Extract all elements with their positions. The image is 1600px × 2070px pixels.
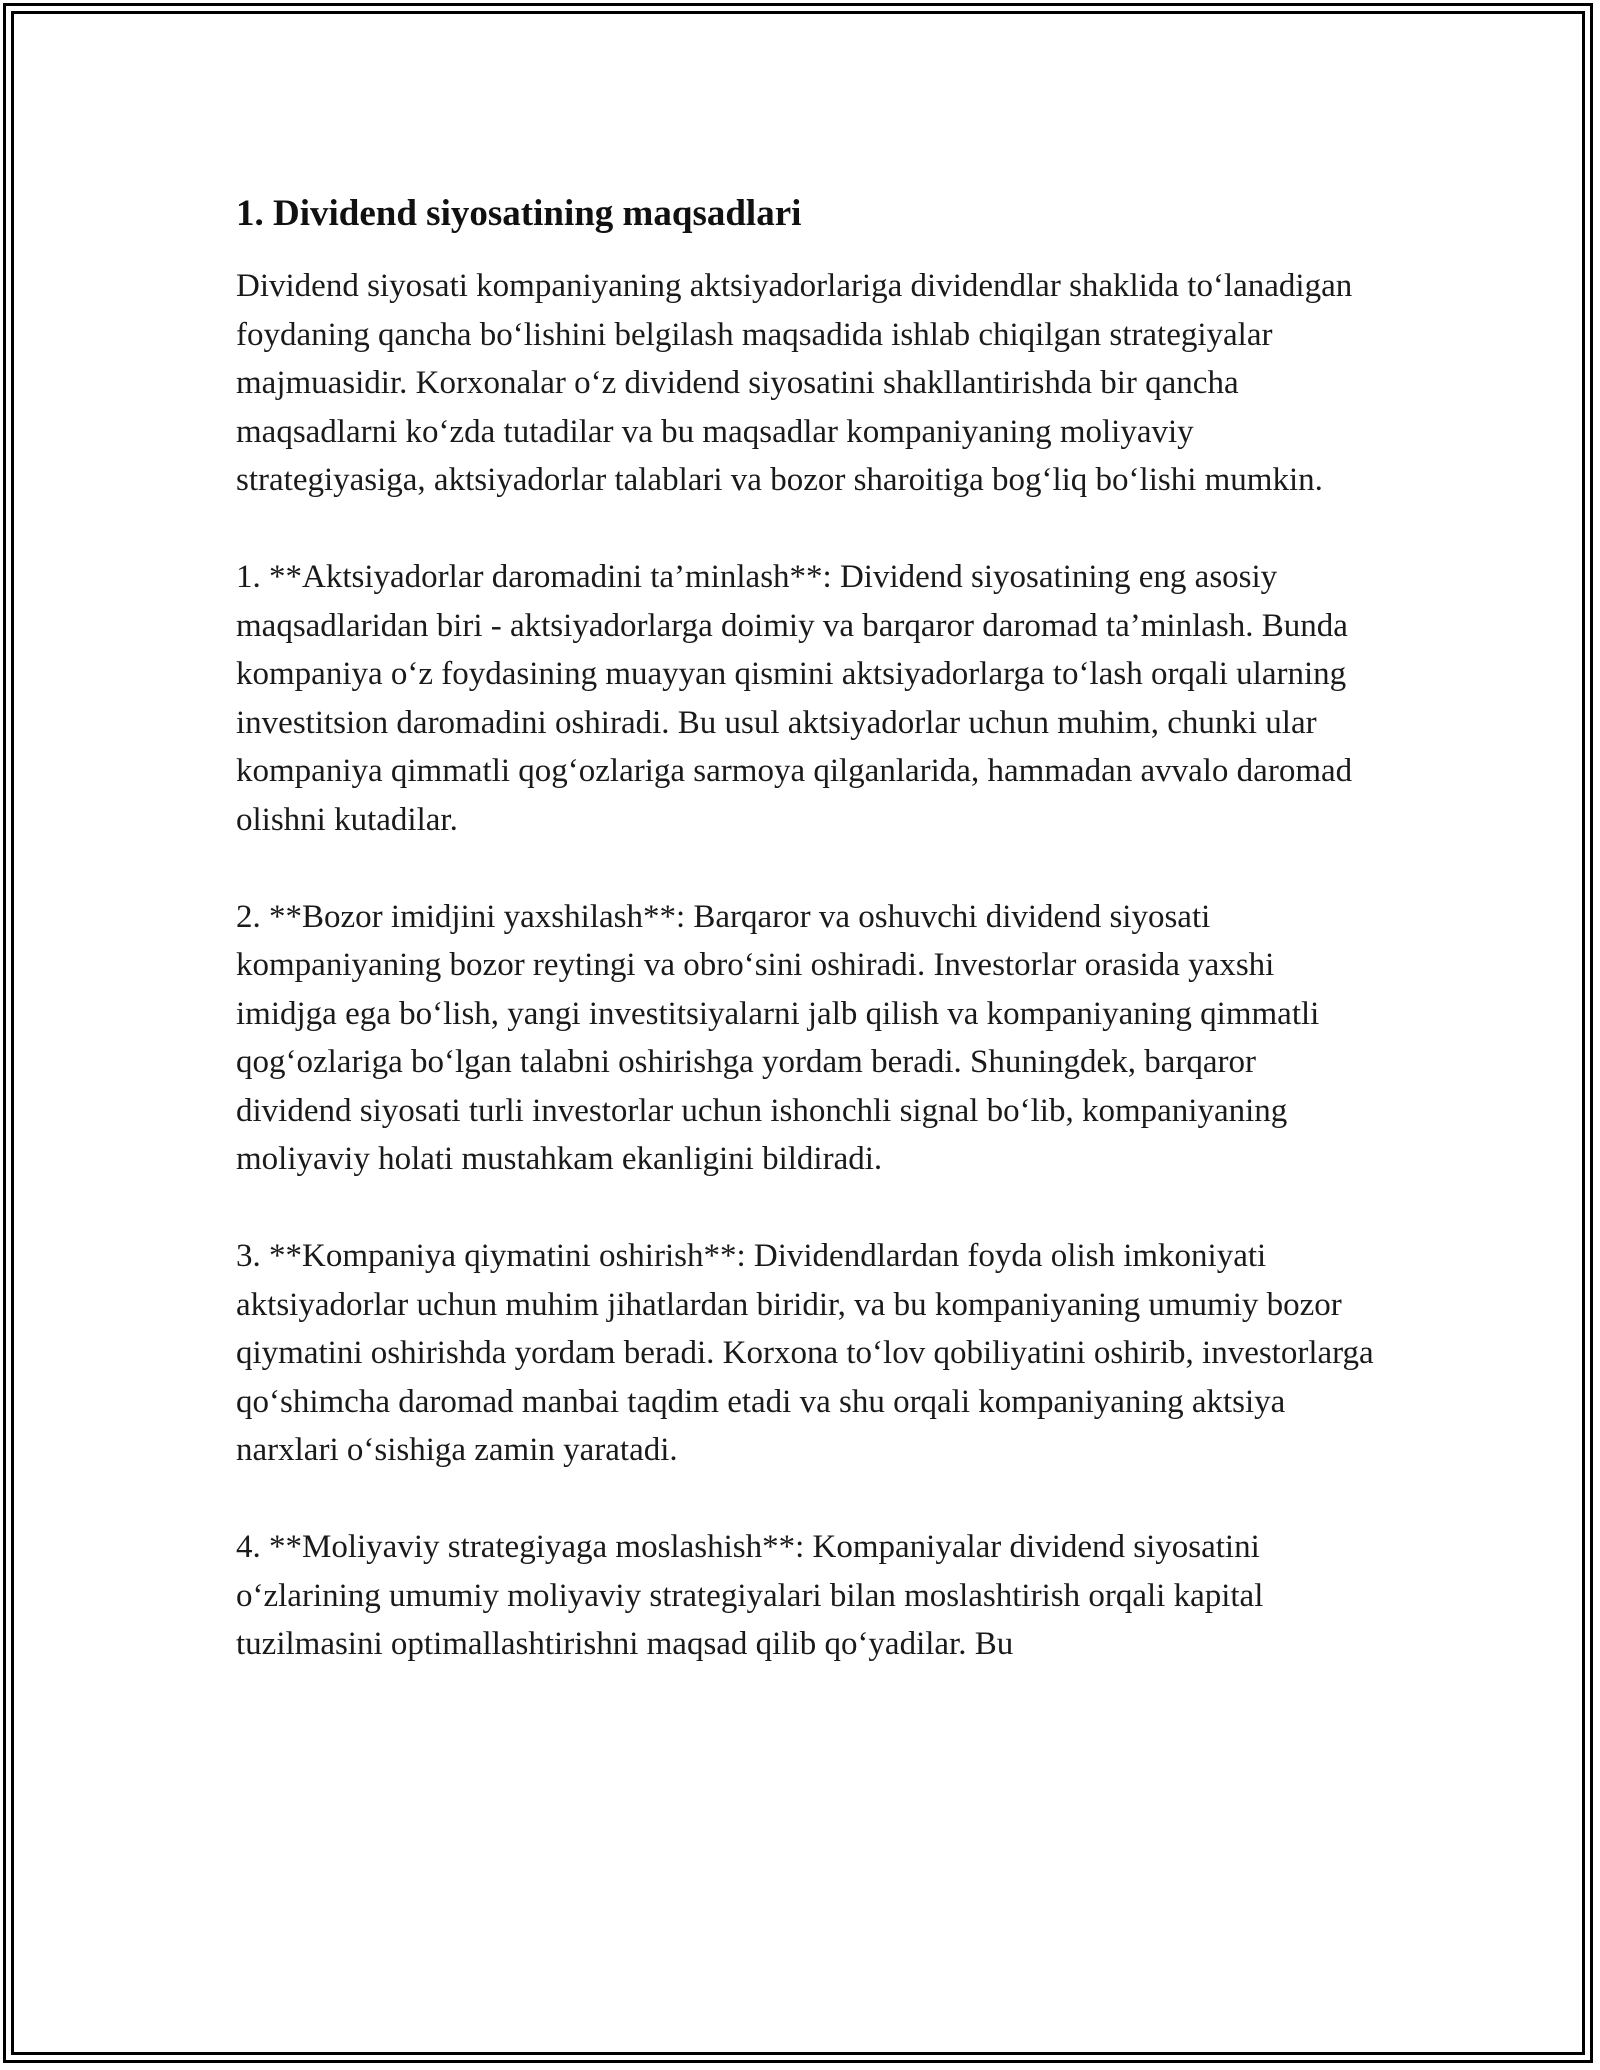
section-heading: 1. Dividend siyosatining maqsadlari — [236, 193, 802, 234]
list-item-3-paragraph: 3. **Kompaniya qiymatini oshirish**: Dividendlardan foyda olish imkoniyati aktsiyadorlar uchun muhim jihatlardan biridir, va bu kompaniyaning umumiy bozor qiymatini oshirishda yordam beradi. Korxona to‘lov qobiliyatini oshirib, investorlarga qo‘shimcha daromad manbai taqdim etadi va shu orqali kompaniyaning aktsiya narxlari o‘sishiga zamin yaratadi. — [236, 1238, 1374, 1468]
list-item-1-paragraph: 1. **Aktsiyadorlar daromadini ta’minlash**: Dividend siyosatining eng asosiy maqsadlaridan biri - aktsiyadorlarga doimiy va barqaror daromad ta’minlash. Bunda kompaniya o‘z foydasining muayyan qismini aktsiyadorlarga to‘lash orqali ularning investitsion daromadini oshiradi. Bu usul aktsiyadorlar uchun muhim, chunki ular kompaniya qimmatli qog‘ozlariga sarmoya qilganlarida, hammadan avvalo daromad olishni kutadilar. — [236, 559, 1353, 838]
list-item-2-paragraph: 2. **Bozor imidjini yaxshilash**: Barqaror va oshuvchi dividend siyosati kompaniyaning bozor reytingi va obro‘sini oshiradi. Investorlar orasida yaxshi imidjga ega bo‘lish, yangi investitsiyalarni jalb qilish va kompaniyaning qimmatli qog‘ozlariga bo‘lgan talabni oshirishga yordam beradi. Shuningdek, barqaror dividend siyosati turli investorlar uchun ishonchli signal bo‘lib, kompaniyaning moliyaviy holati mustahkam ekanligini bildiradi. — [236, 898, 1320, 1177]
list-item-4-paragraph: 4. **Moliyaviy strategiyaga moslashish**: Kompaniyalar dividend siyosatini o‘zlarining umumiy moliyaviy strategiyalari bilan moslashtirish orqali kapital tuzilmasini optimallashtirishni maqsad qilib qo‘yadilar. Bu — [236, 1529, 1264, 1662]
document-body — [236, 186, 1376, 1717]
intro-paragraph: Dividend siyosati kompaniyaning aktsiyadorlariga dividendlar shaklida to‘lanadigan foydaning qancha bo‘lishini belgilash maqsadida ishlab chiqilgan strategiyalar majmuasidir. Korxonalar o‘z dividend siyosatini shakllantirishda bir qancha maqsadlarni ko‘zda tutadilar va bu maqsadlar kompaniyaning moliyaviy strategiyasiga, aktsiyadorlar talablari va bozor sharoitiga bog‘liq bo‘lishi mumkin. — [236, 268, 1353, 498]
